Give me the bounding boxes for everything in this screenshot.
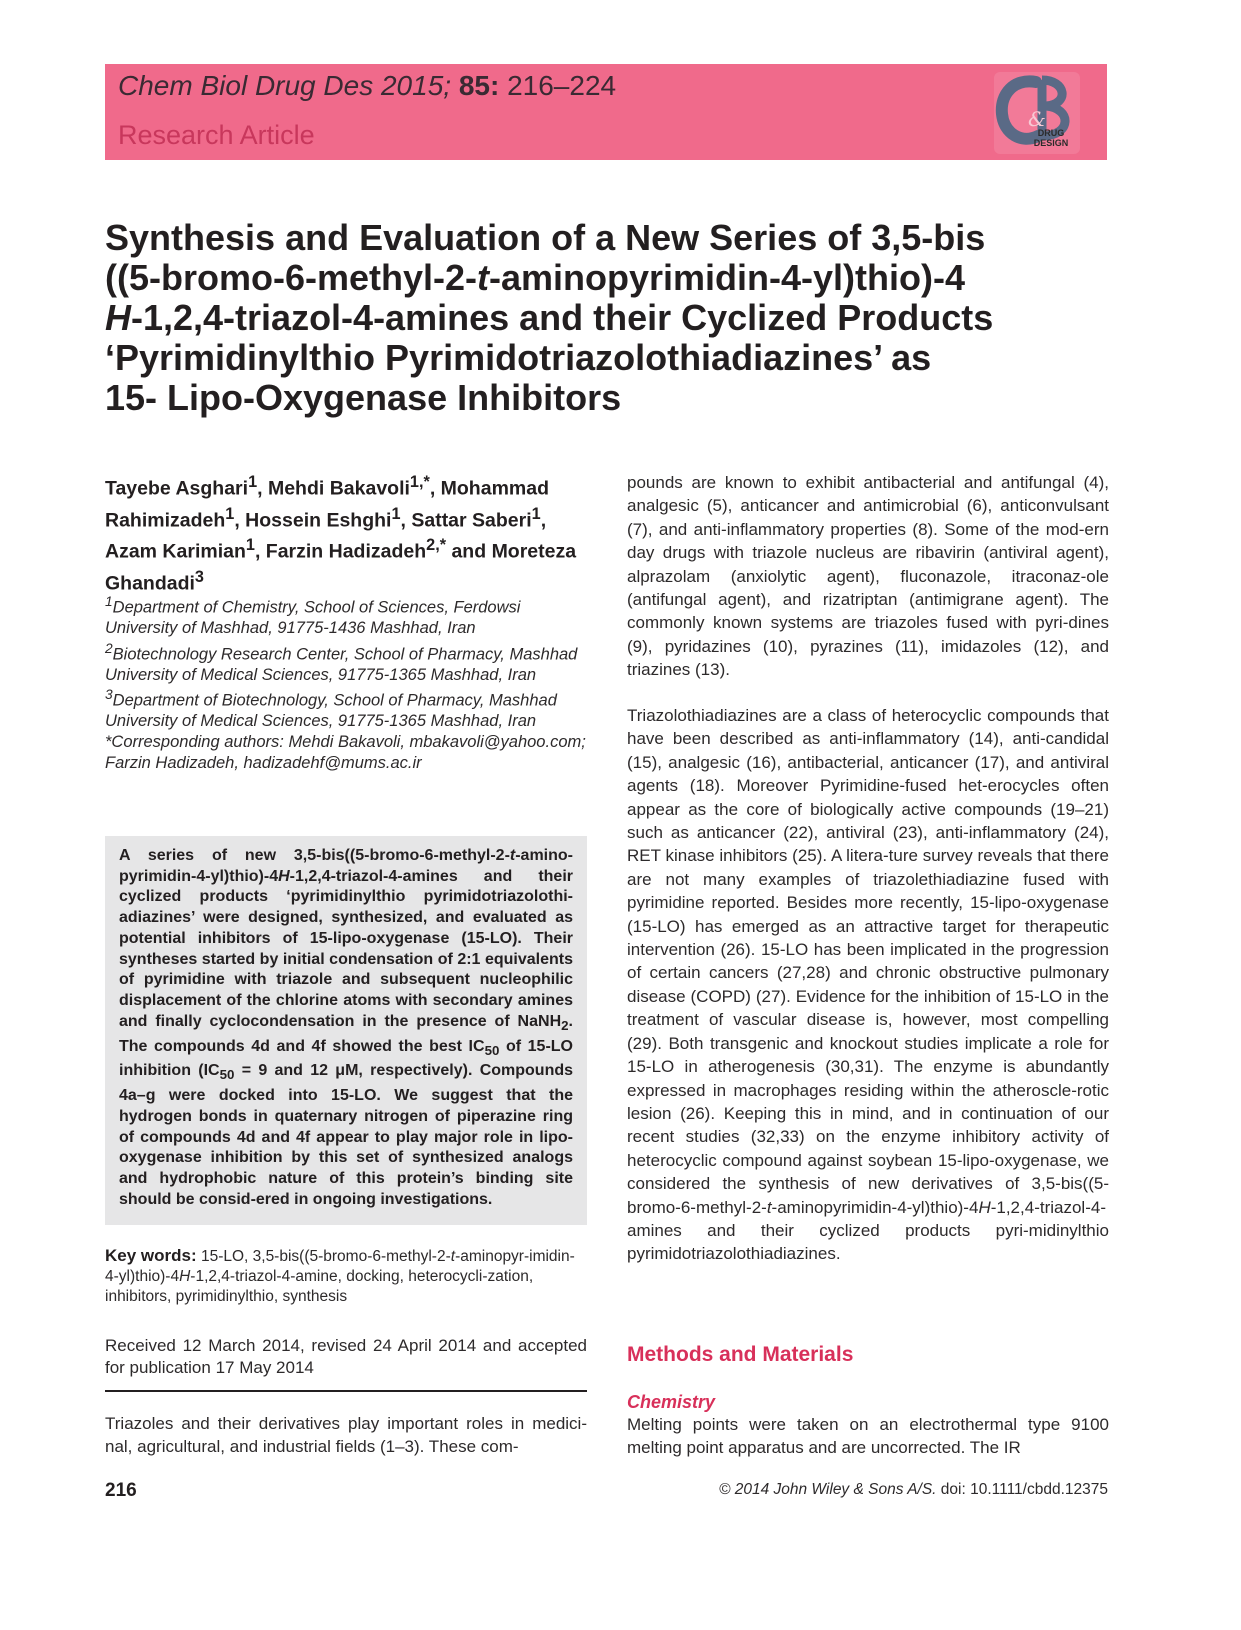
- title-line: ((5-bromo-6-methyl-2-t-aminopyrimidin-4-yl)thio)-4: [105, 257, 966, 298]
- author-list: Tayebe Asghari$^1$, Mehdi Bakavoli$^{1,*}$, Mohammad Rahimizadeh$^1$, Hossein Eshghi$^1$, Sattar Saberi$^1$, Azam Karimian$^1$, Farzin Hadizadeh$^{2,*}$ and Moreteza Ghandadi$^3$: [105, 473, 577, 594]
- subheading-chemistry: Chemistry: [627, 1392, 716, 1412]
- affiliations: $^1$Department of Chemistry, School of Sciences, Ferdowsi University of Mashhad, 91775-1436 Mashhad, Iran $^2$Biotechnology Research Center, School of Pharmacy, Mashhad University of Medical Sciences, 91775-1365 Mashhad, Iran $^3$Department of Biotechnology, School of Pharmacy, Mashhad University of Medical Sciences, 91775-1365 Mashhad, Iran *Corresponding authors: Mehdi Bakavoli, mbakavoli@yahoo.com; Farzin Hadizadeh, hadizadehf@mums.ac.ir: [105, 594, 586, 772]
- title-line: Synthesis and Evaluation of a New Series of 3,5-bis: [105, 217, 986, 258]
- intro-paragraph-3: Triazolothiadiazines are a class of heterocyclic compounds that have been described as anti-inflammatory (14), anti-candidal (15), analgesic (16), antibacterial, anticancer (17), and antiviral agents (18). Moreover Pyrimidine-fused het-erocycles often appear as the core of biologically active compounds (19–21) such as anticancer (22), antiviral (23), anti-inflammatory (24), RET kinase inhibitors (25). A litera-ture survey reveals that there are not many examples of triazolethiadiazine fused with pyrimidine reported. Besides more recently, 15-lipo-oxygenase (15-LO) has emerged as an attractive target for therapeutic intervention (26). 15-LO has been implicated in the progression of certain cancers (27,28) and chronic obstructive pulmonary disease (COPD) (27). Evidence for the inhibition of 15-LO in the treatment of vascular disease is, however, most compelling (29). Both transgenic and knockout studies implicate a role for 15-LO in atherogenesis (30,31). The enzyme is abundantly expressed in macrophages residing within the atheroscle-rotic lesion (26). Keeping this in mind, and in continuation of our recent studies (32,33) on the enzyme inhibitory activity of heterocyclic compound against soybean 15-lipo-oxygenase, we considered the synthesis of new derivatives of 3,5-bis((5-bromo-6-methyl-2-t-aminopyrimidin-4-yl)thio)-4H-1,2,4-triazol-4-amines and their cyclized products pyri-midinylthio pyrimidotriazolothiadiazines.: [627, 706, 1109, 1264]
- intro-paragraph-1: Triazoles and their derivatives play important roles in medici-nal, agricultural, and industrial fields (1–3). These com-: [105, 1414, 587, 1457]
- title-line: ‘Pyrimidinylthio Pyrimidotriazolothiadiazines’ as: [105, 337, 932, 378]
- keywords: Key words: 15-LO, 3,5-bis((5-bromo-6-methyl-2-t-aminopyr-imidin-4-yl)thio)-4H-1,2,4-triazol-4-amine, docking, heterocycli-zation, inhibitors, pyrimidinylthio, synthesis: [105, 1246, 575, 1305]
- methods-paragraph: Melting points were taken on an electrothermal type 9100 melting point apparatus and are uncorrected. The IR: [627, 1415, 1109, 1458]
- journal-volume: 85:: [458, 70, 500, 101]
- intro-paragraph-2: pounds are known to exhibit antibacterial and antifungal (4), analgesic (5), anticancer and antimicrobial (6), anticonvulsant (7), and anti-inflammatory properties (8). Some of the mod-ern day drugs with triazole nucleus are ribavirin (antiviral agent), alprazolam (anxiolytic agent), fluconazole, itraconaz-ole (antifungal agent), and rizatriptan (antimigrane agent). The commonly known systems are triazoles fused with pyri-dines (9), pyridazines (10), pyrazines (11), imidazoles (12), and triazines (13).: [627, 473, 1109, 680]
- copyright-doi: © 2014 John Wiley & Sons A/S. doi: 10.1111/cbdd.12375: [719, 1481, 1108, 1498]
- journal-pages: 216–224: [507, 70, 617, 101]
- section-heading-methods: Methods and Materials: [627, 1343, 854, 1366]
- article-title: [105, 218, 1065, 418]
- article-type: Research Article: [118, 120, 315, 150]
- keywords-label: Key words:: [105, 1246, 197, 1265]
- corresponding-authors: *Corresponding authors: Mehdi Bakavoli, mbakavoli@yahoo.com; Farzin Hadizadeh, hadizadehf@mums.ac.ir: [105, 733, 586, 772]
- abstract-box: A series of new 3,5-bis((5-bromo-6-methyl-2-t-amino-pyrimidin-4-yl)thio)-4H-1,2,4-triazol-4-amines and their cyclized products ‘pyrimidinylthio pyrimidotriazolothi-adiazines’ were designed, synthesized, and evaluated as potential inhibitors of 15-lipo-oxygenase (15-LO). Their syntheses started by initial condensation of 2:1 equivalents of pyrimidine with triazole and subsequent nucleophilic displacement of the chlorine atoms with secondary amines and finally cyclocondensation in the presence of NaNH$_2$. The compounds 4d and 4f showed the best $IC_{50}$ of 15-LO inhibition ($IC_{50} = 9$ and 12 μM, respectively). Compounds 4a–g were docked into 15-LO. We suggest that the hydrogen bonds in quaternary nitrogen of piperazine ring of compounds 4d and 4f appear to play major role in lipo-oxygenase inhibition by this set of synthesized analogs and hydrophobic nature of this protein’s binding site should be consid-ered in ongoing investigations.: [105, 836, 587, 1225]
- journal-name: Chem Biol Drug Des 2015: [118, 70, 444, 101]
- affiliation-3: Department of Biotechnology, School of Pharmacy, Mashhad University of Medical Sciences, 91775-1365 Mashhad, Iran: [105, 691, 557, 731]
- journal-citation: Chem Biol Drug Des 2015; 85: 216–224: [118, 70, 617, 101]
- affiliation-1: Department of Chemistry, School of Sciences, Ferdowsi University of Mashhad, 91775-1436 Mashhad, Iran: [105, 598, 521, 638]
- logo-caption: DRUG DESIGN: [1033, 128, 1069, 148]
- affiliation-2: Biotechnology Research Center, School of Pharmacy, Mashhad University of Medical Sciences, 91775-1365 Mashhad, Iran: [105, 645, 578, 684]
- title-line: 15- Lipo-Oxygenase Inhibitors: [105, 377, 622, 418]
- svg-text:&: &: [1028, 107, 1046, 131]
- divider: [105, 1390, 587, 1392]
- page-number: 216: [105, 1480, 137, 1501]
- title-line: H-1,2,4-triazol-4-amines and their Cyclized Products: [105, 297, 994, 338]
- received-dates: Received 12 March 2014, revised 24 April 2014 and accepted for publication 17 May 2014: [105, 1336, 587, 1377]
